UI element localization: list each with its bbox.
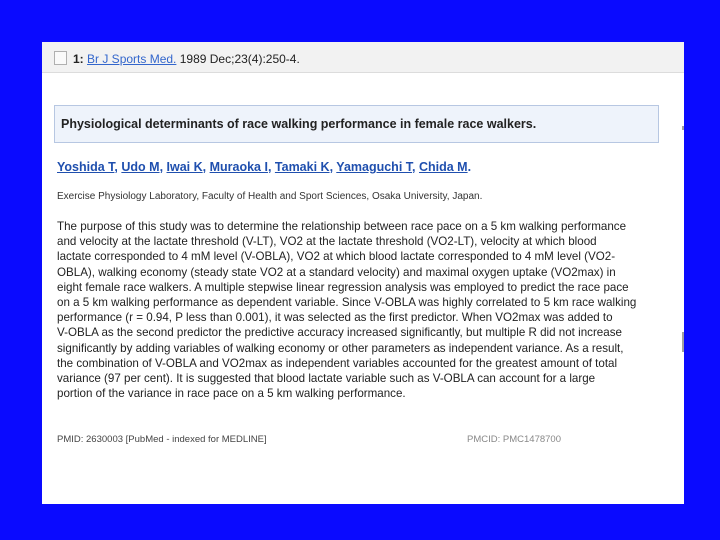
citation-date: 1989 Dec;23(4):250-4. xyxy=(179,52,300,66)
author-link[interactable]: Udo M xyxy=(121,160,160,174)
abstract-line: OBLA), walking economy (steady state VO2 at a standard velocity) and maximal oxygen uptake (VO2max) in xyxy=(57,265,616,279)
article-title-box xyxy=(54,105,659,143)
author-link[interactable]: Yamaguchi T xyxy=(336,160,413,174)
scrollbar-mark xyxy=(682,126,684,130)
abstract-line: portion of the variance in race pace on a 5 km walking performance. xyxy=(57,387,406,401)
abstract-line: and velocity at the lactate threshold (V-LT), VO2 at the lactate threshold (VO2-LT), velocity at which blood xyxy=(57,235,597,249)
citation-bar xyxy=(42,42,684,73)
article-title: Physiological determinants of race walking performance in female race walkers. xyxy=(61,117,537,131)
scrollbar-mark xyxy=(682,332,684,352)
result-number: 1: xyxy=(73,52,84,66)
abstract-line: The purpose of this study was to determine the relationship between race pace on a 5 km walking performance xyxy=(57,220,627,233)
abstract-line: lactate corresponded to 4 mM level (V-OBLA), VO2 at which blood lactate corresponded to 4 mM level (VO2- xyxy=(57,250,616,264)
journal-link[interactable]: Br J Sports Med. xyxy=(87,52,177,66)
author-link[interactable]: Chida M xyxy=(418,160,468,174)
abstract-line: eight female race walkers. A multiple stepwise linear regression analysis was employed to predict the race pace xyxy=(57,280,629,294)
author-link[interactable]: Tamaki K xyxy=(274,160,330,174)
author-list: Yoshida T, Udo M, Iwai K, Muraoka I, Tamaki K, Yamaguchi T, Chida M. xyxy=(57,160,472,174)
abstract-text xyxy=(57,219,662,401)
abstract-line: on a 5 km walking performance as dependent variable. Since V-OBLA was highly correlated to 5 km race walking xyxy=(57,296,637,310)
select-checkbox[interactable] xyxy=(54,51,67,65)
abstract-panel xyxy=(42,42,684,504)
abstract-line: significantly by adding variables of walking economy or other parameters as independent variance. As a result, xyxy=(57,341,624,355)
citation-line xyxy=(73,52,300,66)
pmid-text: PMID: 2630003 [PubMed - indexed for MEDLINE] xyxy=(57,434,267,445)
abstract-line: performance (r = 0.94, P less than 0.001), it was selected as the first predictor. When VO2max was added to xyxy=(57,311,613,325)
pmcid-text: PMCID: PMC1478700 xyxy=(467,434,561,445)
author-link[interactable]: Muraoka I xyxy=(209,160,268,174)
abstract-line: variance (97 per cent). It is suggested that blood lactate variable such as V-OBLA can account for a large xyxy=(57,372,596,386)
author-link[interactable]: Yoshida T xyxy=(57,160,115,174)
affiliation: Exercise Physiology Laboratory, Faculty of Health and Sport Sciences, Osaka University, Japan. xyxy=(57,191,483,202)
abstract-line: the combination of V-OBLA and VO2max as independent variables accounted for the greatest amount of total xyxy=(57,356,618,370)
author-link[interactable]: Iwai K xyxy=(166,160,203,174)
abstract-line: V-OBLA as the second predictor the predictive accuracy increased significantly, but multiple R did not increase xyxy=(57,326,622,340)
